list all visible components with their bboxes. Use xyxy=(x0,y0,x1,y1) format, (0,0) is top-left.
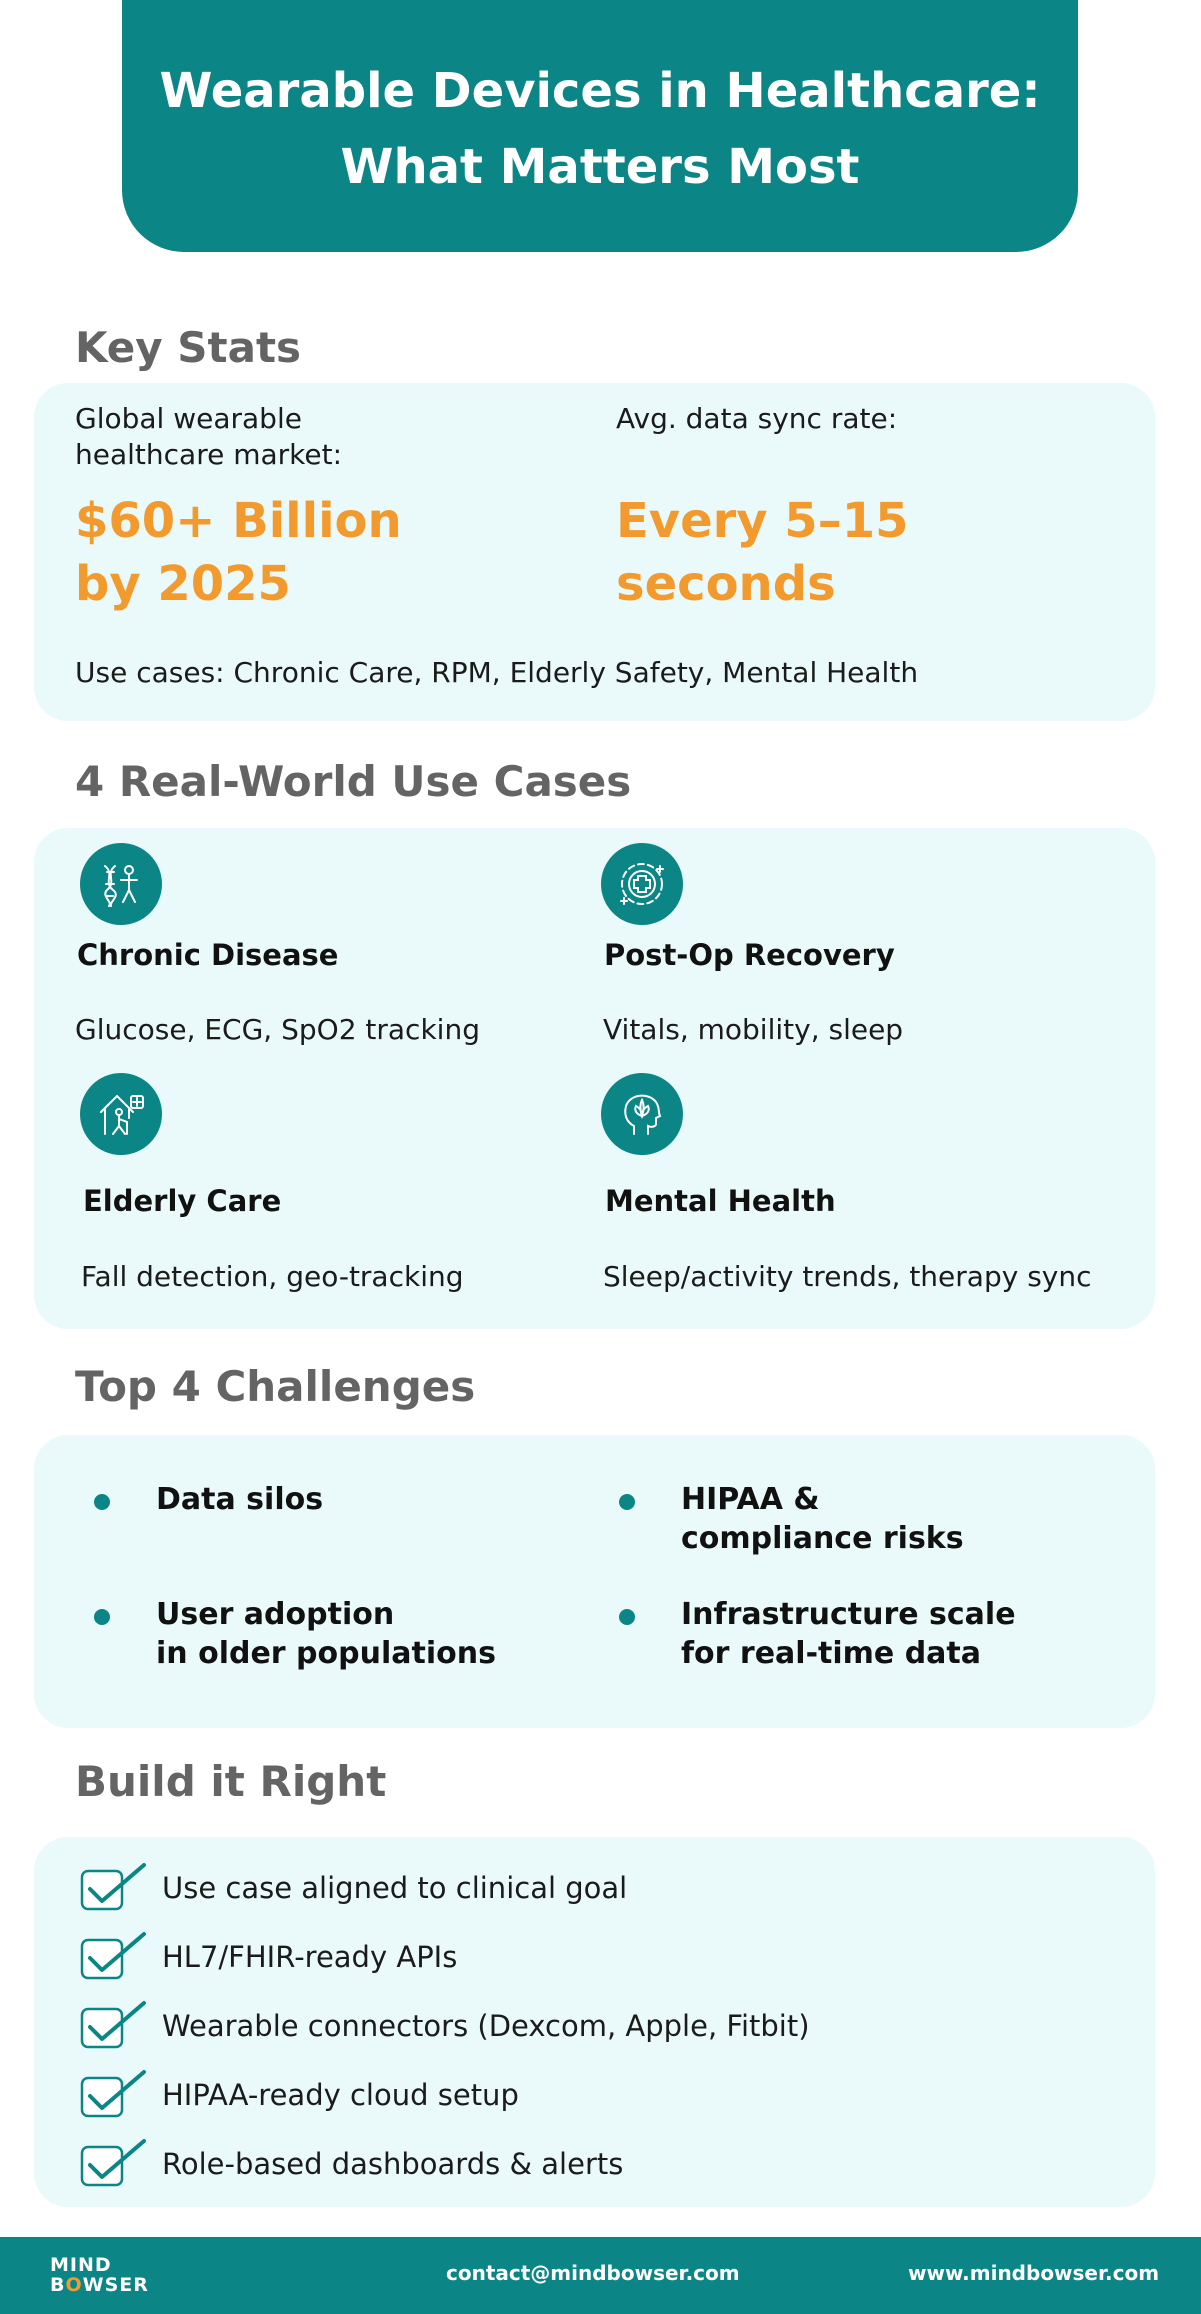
check-icon xyxy=(78,1861,150,1915)
use-case-title: Mental Health xyxy=(605,1184,836,1218)
contact-email-link[interactable]: contact@mindbowser.com xyxy=(446,2261,740,2285)
bullet-dot xyxy=(619,1609,635,1625)
sync-value: Every 5–15 seconds xyxy=(616,493,909,612)
bullet-dot xyxy=(619,1494,635,1510)
build-title: Build it Right xyxy=(75,1757,387,1806)
build-card xyxy=(34,1837,1155,2207)
head-lotus-icon xyxy=(601,1073,683,1155)
key-stats-title: Key Stats xyxy=(75,323,302,372)
website-link[interactable]: www.mindbowser.com xyxy=(908,2261,1160,2285)
checklist-item: Use case aligned to clinical goal xyxy=(78,1861,627,1915)
market-value: $60+ Billion by 2025 xyxy=(75,493,402,612)
use-case-desc: Sleep/activity trends, therapy sync xyxy=(603,1260,1092,1293)
challenge-item: HIPAA & compliance risks xyxy=(619,1480,964,1558)
use-case-desc: Glucose, ECG, SpO2 tracking xyxy=(75,1013,480,1046)
use-case-title: Post-Op Recovery xyxy=(604,938,895,972)
use-case-title: Chronic Disease xyxy=(77,938,339,972)
use-case-title: Elderly Care xyxy=(83,1184,282,1218)
checklist-item: Role-based dashboards & alerts xyxy=(78,2137,623,2191)
challenges-card xyxy=(34,1435,1155,1728)
challenge-item: Infrastructure scale for real-time data xyxy=(619,1595,1016,1673)
use-case-desc: Vitals, mobility, sleep xyxy=(603,1013,904,1046)
challenge-item: Data silos xyxy=(94,1480,323,1519)
footer xyxy=(0,2237,1201,2314)
use-cases-card xyxy=(34,828,1155,1329)
dna-person-icon xyxy=(80,843,162,925)
use-cases-title: 4 Real-World Use Cases xyxy=(75,757,632,806)
page-title-line-2: What Matters Most xyxy=(340,139,860,195)
challenge-item: User adoption in older populations xyxy=(94,1595,496,1673)
check-icon xyxy=(78,2068,150,2122)
medical-cross-icon xyxy=(601,843,683,925)
checklist-item: HL7/FHIR-ready APIs xyxy=(78,1930,457,1984)
check-icon xyxy=(78,1930,150,1984)
elderly-home-icon xyxy=(80,1073,162,1155)
market-label: Global wearable healthcare market: xyxy=(75,402,343,471)
page-title-line-1: Wearable Devices in Healthcare: xyxy=(159,63,1041,119)
mindbowser-logo: MIND BOWSER xyxy=(50,2254,149,2296)
bullet-dot xyxy=(94,1609,110,1625)
check-icon xyxy=(78,2137,150,2191)
use-cases-summary: Use cases: Chronic Care, RPM, Elderly Safety, Mental Health xyxy=(75,656,919,689)
page-header xyxy=(122,0,1078,252)
check-icon xyxy=(78,1999,150,2053)
checklist-item: Wearable connectors (Dexcom, Apple, Fitbit) xyxy=(78,1999,810,2053)
key-stats-card xyxy=(34,383,1155,721)
bullet-dot xyxy=(94,1494,110,1510)
use-case-desc: Fall detection, geo-tracking xyxy=(81,1260,464,1293)
challenges-title: Top 4 Challenges xyxy=(75,1362,476,1411)
checklist-item: HIPAA-ready cloud setup xyxy=(78,2068,519,2122)
sync-label: Avg. data sync rate: xyxy=(616,402,898,435)
